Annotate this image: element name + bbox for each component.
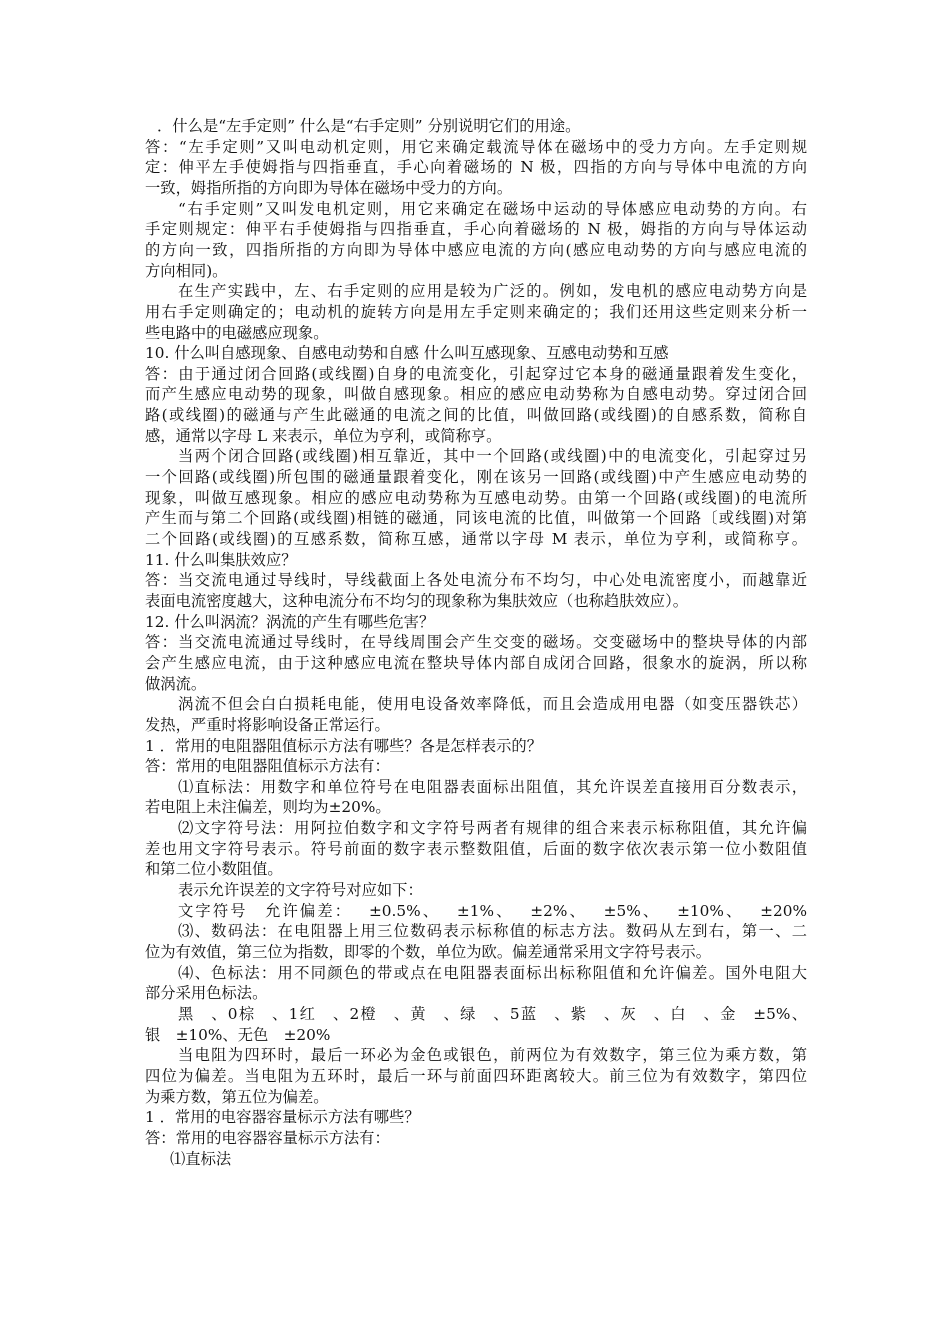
text-line: ⑵文字符号法：用阿拉伯数字和文字符号两者有规律的组合来表示标称阻值，其允许偏 (178, 819, 807, 838)
text-line: 和第二位小数阻值。 (145, 860, 283, 879)
question-line: 11. 什么叫集肤效应？ (145, 550, 297, 569)
text-line: 差也用文字符号表示。符号前面的数字表示整数阻值，后面的数字依次表示第一位小数阻值 (145, 839, 807, 858)
text-line: 而产生感应电动势的现象，叫做自感现象。相应的感应电动势称为自感电动势。穿过闭合回 (145, 385, 807, 404)
text-line: 会产生感应电流，由于这种感应电流在整块导体内部自成闭合回路，很象水的旋涡，所以称 (145, 653, 807, 672)
text-line: “右手定则”又叫发电机定则，用它来确定在磁场中运动的导体感应电动势的方向。右 (178, 199, 807, 218)
text-line: 若电阻上未注偏差，则均为±20%。 (145, 798, 391, 817)
text-line: ⑷、色标法：用不同颜色的带或点在电阻器表面标出标称阻值和允许偏差。国外电阻大 (178, 963, 807, 982)
text-line: 银 ±10%、无色 ±20% (145, 1025, 331, 1044)
text-line: 表示允许误差的文字符号对应如下： (178, 881, 423, 900)
text-line: 手定则规定：伸平右手使姆指与四指垂直，手心向着磁场的 N 极，姆指的方向与导体运动 (145, 220, 807, 239)
text-line: 文字符号 允许偏差： ±0.5%、 ±1%、 ±2%、 ±5%、 ±10%、 ±20% (178, 901, 807, 920)
text-line: 一致，姆指所指的方向即为导体在磁场中受力的方向。 (145, 178, 513, 197)
text-line: 位为有效值，第三位为指数，即零的个数，单位为欧。偏差通常采用文字符号表示。 (145, 943, 711, 961)
question-line: 10. 什么叫自感现象、自感电动势和自感 什么叫互感现象、互感电动势和互感 (145, 344, 669, 363)
text-line: 答：当交流电流通过导线时，在导线周围会产生交变的磁场。交变磁场中的整块导体的内部 (145, 633, 807, 652)
question-line: ．什么是“左手定则” 什么是“右手定则” 分别说明它们的用途。 (157, 117, 581, 135)
text-line: 答：常用的电阻器阻值标示方法有： (145, 757, 390, 776)
text-line: 一个回路(或线圈)所包围的磁通量跟着变化，刚在该另一回路(或线圈)中产生感应电动势的 (145, 468, 807, 487)
text-line: 答：“左手定则”又叫电动机定则，用它来确定载流导体在磁场中的受力方向。左手定则规 (145, 137, 807, 156)
question-line: 12. 什么叫涡流？涡流的产生有哪些危害？ (145, 612, 435, 631)
text-line: ⑶、数码法：在电阻器上用三位数码表示标称值的标志方法。数码从左到右，第一、二 (178, 922, 807, 941)
text-line: 表面电流密度越大，这种电流分布不均匀的现象称为集肤效应（也称趋肤效应）。 (145, 591, 689, 610)
text-line: 路(或线圈)的磁通与产生此磁通的电流之间的比值，叫做回路(或线圈)的自感系数，简称自 (145, 406, 807, 425)
text-line: 些电路中的电磁感应现象。 (145, 323, 329, 342)
text-line: 答：当交流电通过导线时，导线截面上各处电流分布不均匀，中心处电流密度小，而越靠近 (145, 571, 807, 590)
text-line: 在生产实践中，左、右手定则的应用是较为广泛的。例如，发电机的感应电动势方向是 (178, 282, 807, 301)
text-line: 当电阻为四环时，最后一环必为金色或银色，前两位为有效数字，第三位为乘方数，第 (178, 1046, 807, 1065)
text-line: 的方向一致，四指所指的方向即为导体中感应电流的方向(感应电动势的方向与感应电流的 (145, 240, 807, 259)
text-line: 感，通常以字母 L 来表示，单位为亨利，或简称亨。 (145, 426, 502, 445)
text-line: 二个回路(或线圈)的互感系数，简称互感，通常以字母 M 表示，单位为亨利，或简称亨。 (145, 530, 807, 548)
text-line: 产生而与第二个回路(或线圈)相链的磁通，同该电流的比值，叫做第一个回路〔或线圈)对第 (145, 509, 807, 528)
text-line: ⑴直标法：用数字和单位符号在电阻器表面标出阻值，其允许误差直接用百分数表示， (178, 777, 807, 796)
text-line: 做涡流。 (145, 674, 207, 693)
text-line: 方向相同)。 (145, 261, 228, 280)
text-line: 答：常用的电容器容量标示方法有： (145, 1128, 390, 1147)
question-line: 1 ．常用的电容器容量标示方法有哪些？ (145, 1108, 420, 1127)
text-line: 用右手定则确定的；电动机的旋转方向是用左手定则来确定的；我们还用这些定则来分析一 (145, 302, 807, 321)
question-line: 1 ．常用的电阻器阻值标示方法有哪些？各是怎样表示的？ (145, 736, 543, 755)
text-line: 答：由于通过闭合回路(或线圈)自身的电流变化，引起穿过它本身的磁通量跟着发生变化， (145, 364, 807, 383)
text-line: 涡流不但会白白损耗电能，使用电设备效率降低，而且会造成用电器（如变压器铁芯） (178, 695, 807, 714)
text-line: ⑴直标法 (170, 1149, 232, 1168)
text-line: 部分采用色标法。 (145, 984, 268, 1003)
text-line: 发热，严重时将影响设备正常运行。 (145, 715, 390, 734)
text-line: 为乘方数，第五位为偏差。 (145, 1087, 329, 1106)
text-line: 四位为偏差。当电阻为五环时，最后一环与前面四环距离较大。前三位为有效数字，第四位 (145, 1066, 807, 1085)
text-line: 现象，叫做互感现象。相应的感应电动势称为互感电动势。由第一个回路(或线圈)的电流所 (145, 488, 807, 507)
text-line: 黑 、0棕 、1红 、2橙 、黄 、绿 、5蓝 、紫 、灰 、白 、金 ±5%、 (178, 1004, 807, 1023)
text-line: 当两个闭合回路(或线圈)相互靠近，其中一个回路(或线圈)中的电流变化，引起穿过另 (178, 447, 807, 466)
text-line: 定：伸平左手使姆指与四指垂直，手心向着磁场的 N 极，四指的方向与导体中电流的方向 (145, 158, 807, 177)
